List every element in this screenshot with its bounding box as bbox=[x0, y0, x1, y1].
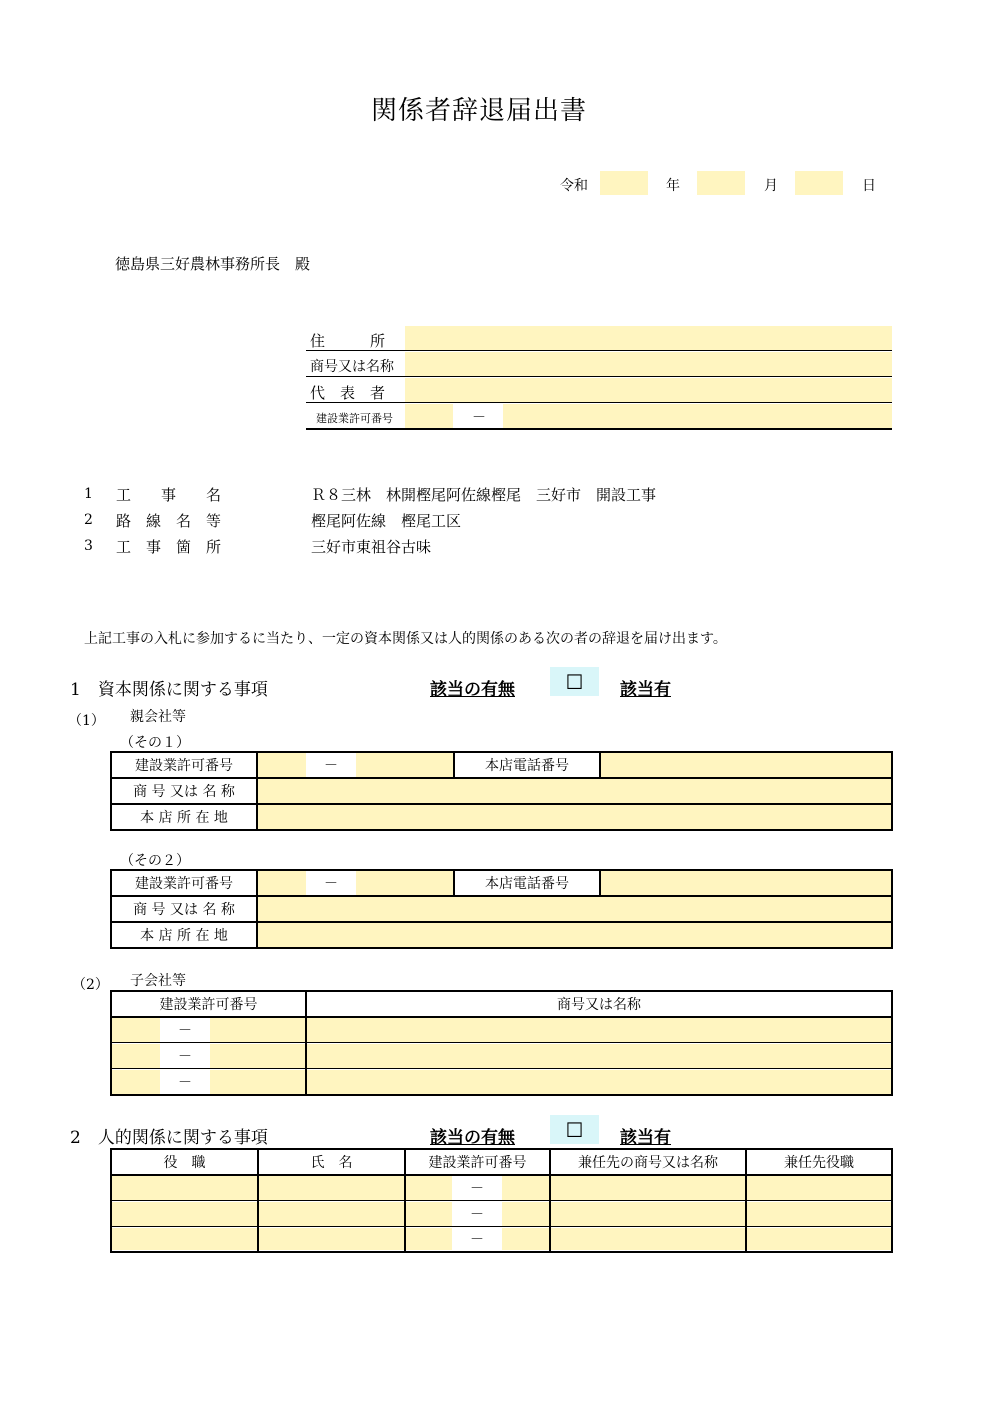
parent2-address-label: 本 店 所 在 地 bbox=[140, 928, 228, 944]
divider bbox=[306, 350, 892, 351]
section1-applicable-label: 該当の有無 bbox=[430, 680, 515, 700]
col-line bbox=[599, 751, 601, 778]
project-num: 1 bbox=[84, 486, 93, 502]
header-concurrent-role: 兼任先役職 bbox=[784, 1155, 854, 1171]
sub-dash: － bbox=[178, 1049, 192, 1065]
parent2-name-label: 商 号 又は 名 称 bbox=[133, 902, 235, 918]
section2-applicable-label: 該当の有無 bbox=[430, 1128, 515, 1148]
section2-heading: 2 人的関係に関する事項 bbox=[70, 1128, 268, 1148]
parent1-phone-label: 本店電話番号 bbox=[485, 758, 569, 774]
year-label: 年 bbox=[666, 178, 680, 194]
sub2-title: 子会社等 bbox=[130, 973, 186, 989]
month-label: 月 bbox=[764, 178, 778, 194]
person-dash: － bbox=[470, 1232, 484, 1248]
project-label: 工 事 箇 所 bbox=[116, 538, 222, 556]
header-role: 役 職 bbox=[163, 1155, 206, 1171]
row-line bbox=[110, 1042, 893, 1043]
parent1-dash: － bbox=[324, 758, 338, 774]
license-number-field[interactable] bbox=[503, 404, 892, 428]
section2-applicable-value: 該当有 bbox=[620, 1128, 671, 1148]
day-field[interactable] bbox=[795, 171, 843, 195]
section2-checkbox[interactable]: ☐ bbox=[550, 1115, 599, 1144]
project-num: 2 bbox=[84, 512, 93, 528]
divider bbox=[306, 428, 892, 430]
col-line bbox=[599, 869, 601, 896]
divider bbox=[306, 402, 892, 403]
sub2-number: （2） bbox=[72, 977, 109, 993]
person-dash: － bbox=[470, 1207, 484, 1223]
divider bbox=[306, 376, 892, 377]
part1-label: （その１） bbox=[120, 735, 190, 751]
day-label: 日 bbox=[862, 178, 876, 194]
project-value: 三好市東祖谷古味 bbox=[311, 538, 432, 556]
col-line bbox=[256, 869, 258, 949]
company-name-label: 商号又は名称 bbox=[310, 359, 394, 375]
sub-dash: － bbox=[178, 1075, 192, 1091]
license-prefix-field[interactable] bbox=[405, 404, 453, 428]
row-line bbox=[110, 1068, 893, 1069]
license-label: 建設業許可番号 bbox=[316, 412, 393, 425]
project-value: 樫尾阿佐線 樫尾工区 bbox=[311, 512, 462, 530]
sub-name-header: 商号又は名称 bbox=[557, 997, 641, 1013]
section1-applicable-value: 該当有 bbox=[620, 680, 671, 700]
parent2-phone-label: 本店電話番号 bbox=[485, 876, 569, 892]
month-field[interactable] bbox=[697, 171, 745, 195]
col-line bbox=[256, 751, 258, 831]
era-label: 令和 bbox=[560, 178, 588, 194]
parent1-license-label: 建設業許可番号 bbox=[135, 758, 233, 774]
project-num: 3 bbox=[84, 538, 93, 554]
row-line bbox=[110, 1200, 893, 1201]
row-line bbox=[110, 1016, 893, 1018]
project-value: Ｒ８三林 林開樫尾阿佐線樫尾 三好市 開設工事 bbox=[311, 486, 657, 504]
sub-license-header: 建設業許可番号 bbox=[159, 997, 258, 1013]
year-field[interactable] bbox=[600, 171, 648, 195]
address-field[interactable] bbox=[405, 326, 892, 350]
company-name-field[interactable] bbox=[405, 352, 892, 376]
addressee: 徳島県三好農林事務所長 殿 bbox=[115, 255, 311, 273]
header-concurrent-company: 兼任先の商号又は名称 bbox=[578, 1155, 718, 1171]
project-label: 工 事 名 bbox=[116, 486, 222, 504]
row-line bbox=[110, 1226, 893, 1227]
header-name: 氏 名 bbox=[310, 1155, 353, 1171]
parent1-name-label: 商 号 又は 名 称 bbox=[133, 784, 235, 800]
representative-label: 代 表 者 bbox=[310, 384, 386, 402]
section1-heading: 1 資本関係に関する事項 bbox=[70, 680, 268, 700]
statement: 上記工事の入札に参加するに当たり、一定の資本関係又は人的関係のある次の者の辞退を届け出ます。 bbox=[84, 631, 727, 647]
parent2-dash: － bbox=[324, 876, 338, 892]
sub-dash: － bbox=[178, 1023, 192, 1039]
part2-label: （その２） bbox=[120, 853, 190, 869]
sub1-title: 親会社等 bbox=[130, 709, 186, 725]
representative-field[interactable] bbox=[405, 378, 892, 402]
section1-checkbox[interactable]: ☐ bbox=[550, 667, 599, 696]
person-dash: － bbox=[470, 1181, 484, 1197]
sub1-number: （1） bbox=[68, 713, 105, 729]
parent1-address-label: 本 店 所 在 地 bbox=[140, 810, 228, 826]
parent2-license-label: 建設業許可番号 bbox=[135, 876, 233, 892]
license-dash: － bbox=[472, 410, 486, 426]
header-license: 建設業許可番号 bbox=[428, 1155, 527, 1171]
project-label: 路 線 名 等 bbox=[116, 512, 222, 530]
address-label: 住 所 bbox=[310, 332, 386, 350]
page-title: 関係者辞退届出書 bbox=[370, 96, 587, 126]
